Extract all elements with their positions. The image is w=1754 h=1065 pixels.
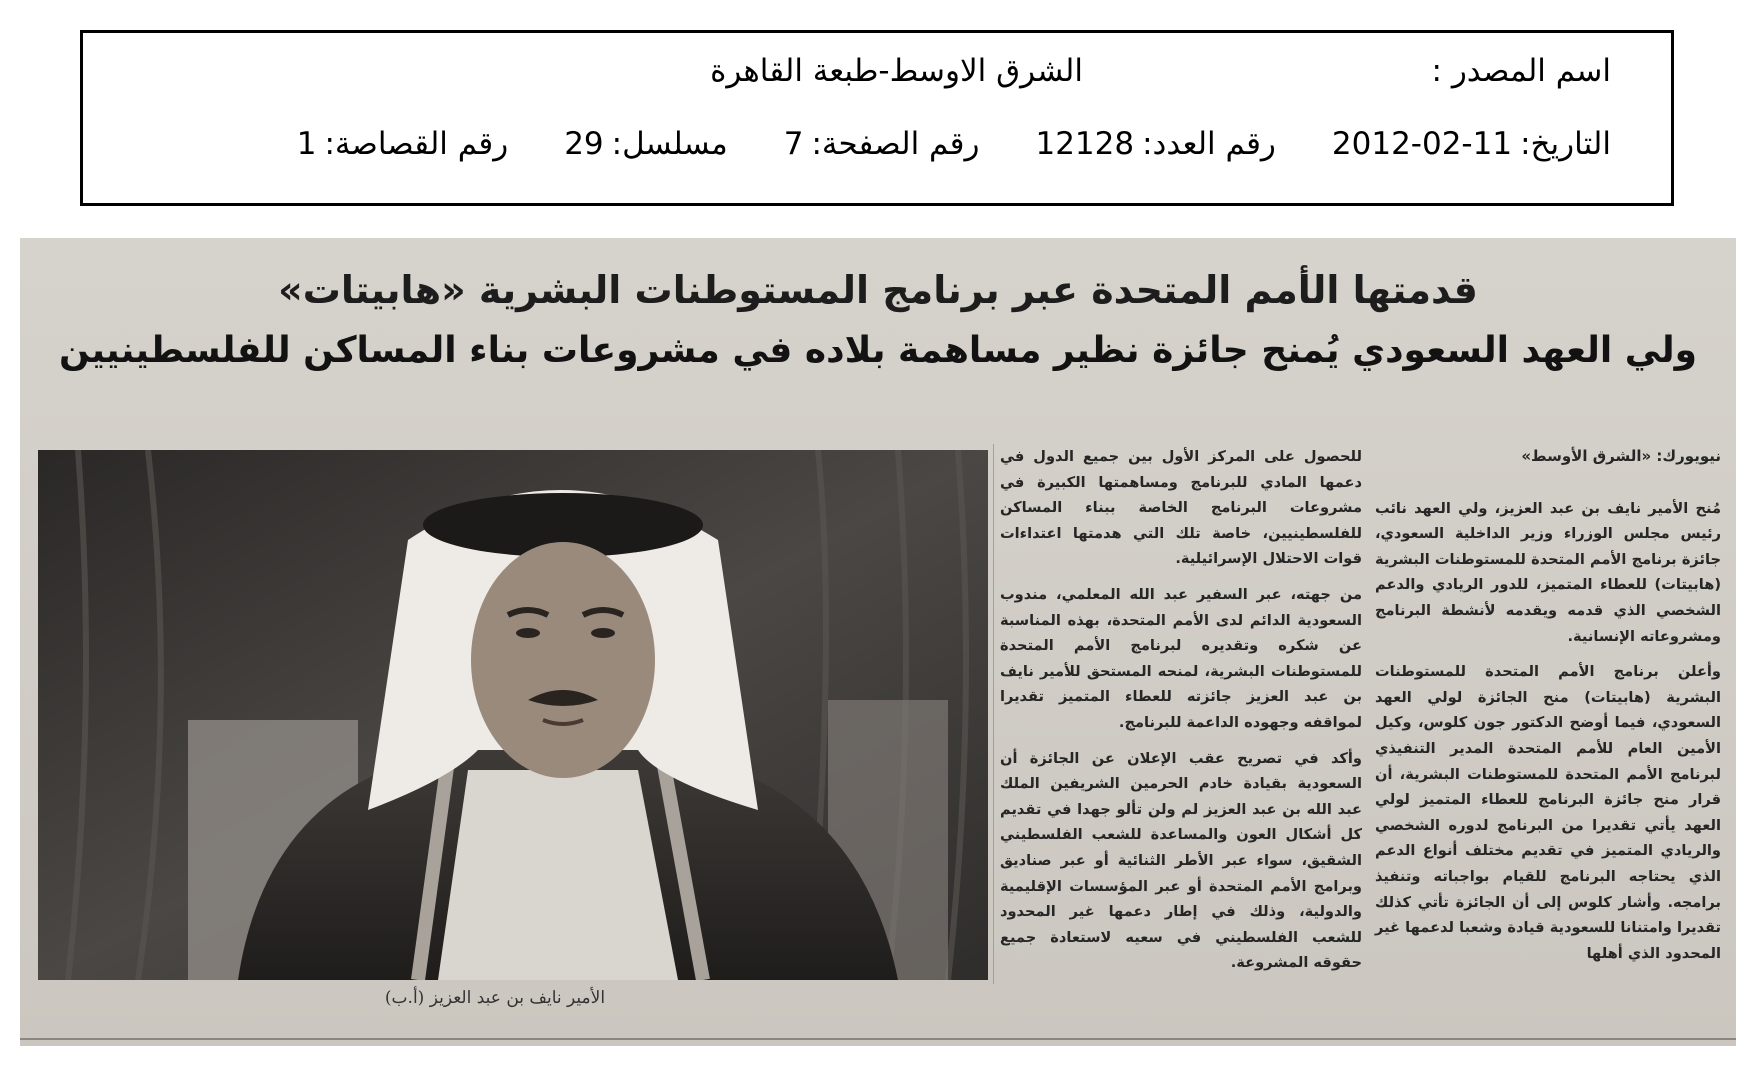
- issue-label: رقم العدد:: [1142, 126, 1276, 162]
- metadata-row-details: [241, 126, 1611, 162]
- article-kicker: قدمتها الأمم المتحدة عبر برنامج المستوطنات البشرية «هابيتات»: [278, 268, 1478, 312]
- newspaper-clipping: [20, 238, 1736, 1046]
- page-value: 7: [783, 126, 804, 162]
- article-headline: ولي العهد السعودي يُمنح جائزة نظير مساهمة بلاده في مشروعات بناء المساكن للفلسطينيين: [58, 330, 1698, 371]
- article-paragraph: وأعلن برنامج الأمم المتحدة للمستوطنات البشرية (هابيتات) منح الجائزة لولي العهد السعودي، فيما أوضح الدكتور جون كلوس، وكيل الأمين العام للأمم المتحدة المدير التنفيذي لبرنامج الأمم المتحدة للمستوطنات البشرية، أن قرار منح جائزة البرنامج للعطاء المتميز لولي العهد يأتي تقديرا من البرنامج لدوره الشخصي والريادي المتميز في تقديم مختلف أنواع الدعم الذي يحتاجه البرنامج للقيام بواجباته وتنفيذ برامجه. وأشار كلوس إلى أن الجائزة تأتي كذلك تقديرا وامتنانا للسعودية قيادة وشعبا لدعمها غير المحدود الذي أهلها: [1375, 663, 1721, 962]
- article-paragraph: للحصول على المركز الأول بين جميع الدول في دعمها المادي للبرنامج ومساهمتها الكبيرة في مشروعات البرنامج الخاصة ببناء المساكن للفلسطينيين، خاصة تلك التي هدمتها اعتداءات قوات الاحتلال الإسرائيلية.: [1000, 448, 1362, 568]
- issue-field: [1035, 126, 1275, 162]
- serial-field: [564, 126, 728, 162]
- article-photo: [38, 450, 988, 980]
- clipping-metadata-box: [80, 30, 1674, 206]
- article-column-right: [1375, 444, 1721, 966]
- page-label: رقم الصفحة:: [811, 126, 980, 162]
- photo-caption: الأمير نايف بن عبد العزيز (أ.ب): [384, 988, 606, 1008]
- source-label: اسم المصدر :: [1431, 53, 1611, 89]
- serial-value: 29: [564, 126, 604, 162]
- date-field: [1332, 126, 1611, 162]
- page-field: [784, 126, 980, 162]
- clipping-bottom-rule: [20, 1038, 1736, 1040]
- serial-label: مسلسل:: [611, 126, 728, 162]
- article-paragraph: مُنح الأمير نايف بن عبد العزيز، ولي العهد نائب رئيس مجلس الوزراء وزير الداخلية السعودي، جائزة برنامج الأمم المتحدة للمستوطنات البشرية (هابيتات) للعطاء المتميز، للدور الريادي والدعم الشخصي الذي قدمه ويقدمه لأنشطة البرنامج ومشروعاته الإنسانية.: [1375, 499, 1721, 645]
- issue-value: 12128: [1035, 126, 1135, 162]
- date-label: التاريخ:: [1520, 126, 1611, 162]
- date-value: 2012-02-11: [1331, 126, 1513, 162]
- clip-number-label: رقم القصاصة:: [324, 126, 509, 162]
- article-byline: نيويورك: «الشرق الأوسط»: [1521, 447, 1721, 465]
- portrait-illustration: [38, 450, 988, 980]
- metadata-row-source: [710, 53, 1611, 89]
- source-value: الشرق الاوسط-طبعة القاهرة: [710, 53, 1083, 89]
- column-divider: [993, 444, 994, 984]
- clip-number-value: 1: [296, 126, 317, 162]
- article-column-middle: [1000, 444, 1362, 976]
- article-paragraph: وأكد في تصريح عقب الإعلان عن الجائزة أن السعودية بقيادة خادم الحرمين الشريفين الملك عبد الله بن عبد العزيز لم ولن تألو جهدا في تقديم كل أشكال العون والمساعدة للشعب الفلسطيني الشقيق، سواء عبر الأطر الثنائية أو عبر صناديق وبرامج الأمم المتحدة أو عبر المؤسسات الإقليمية والدولية، وذلك في إطار دعمها غير المحدود للشعب الفلسطيني في سعيه لاستعادة جميع حقوقه المشروعة.: [1000, 749, 1362, 972]
- article-paragraph: من جهته، عبر السفير عبد الله المعلمي، مندوب السعودية الدائم لدى الأمم المتحدة، بهذه المناسبة عن شكره وتقديره لبرنامج الأمم المتحدة للمستوطنات البشرية، لمنحه المستحق للأمير نايف بن عبد العزيز جائزته للعطاء المتميز تقديرا لمواقفه وجهوده الداعمة للبرنامج.: [1000, 585, 1362, 731]
- clip-number-field: [297, 126, 508, 162]
